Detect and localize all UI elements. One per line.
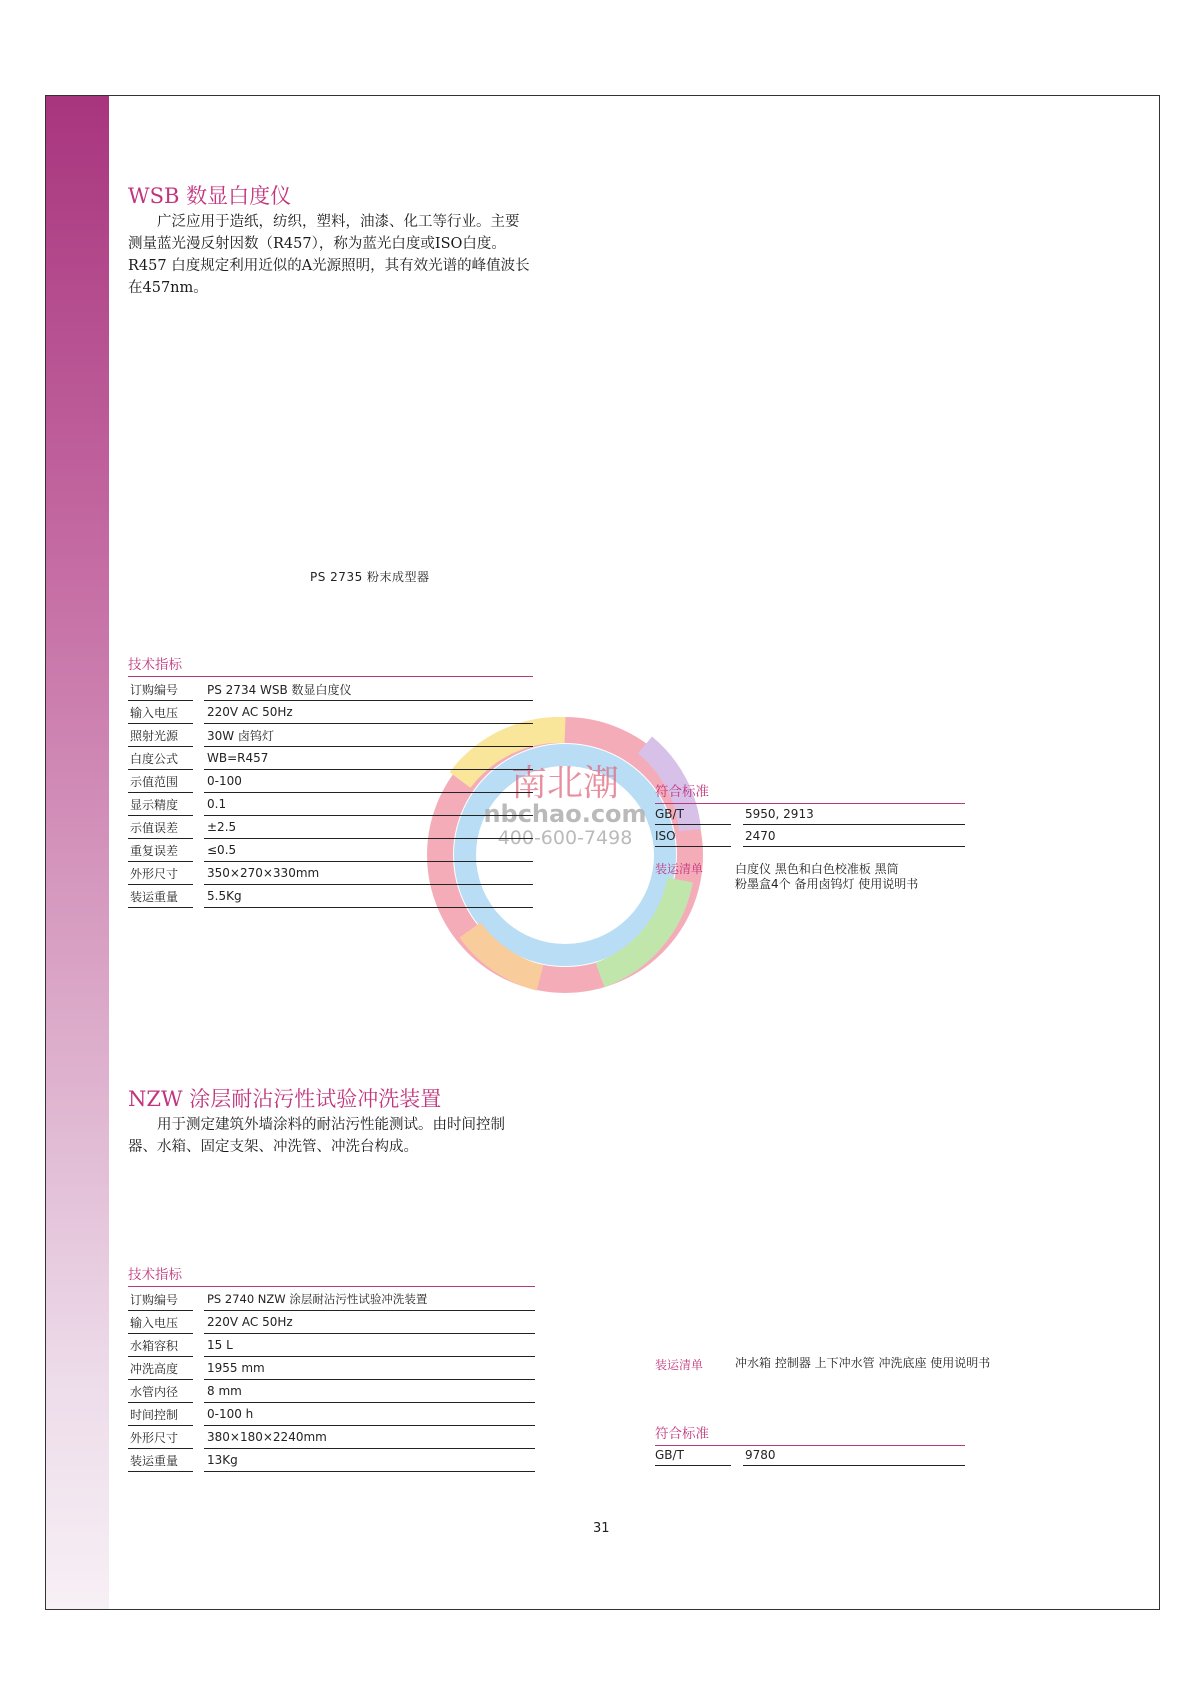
product1-title: WSB 数显白度仪	[128, 184, 292, 208]
spec-row	[128, 701, 533, 724]
spec-value: 350×270×330mm	[204, 862, 533, 885]
spec-row	[128, 1357, 535, 1380]
product2-shipping-list: 冲水箱 控制器 上下冲水管 冲洗底座 使用说明书	[735, 1356, 991, 1370]
spec-value: 220V AC 50Hz	[204, 1311, 535, 1334]
product1-specs-table	[128, 678, 533, 908]
standard-row	[655, 803, 965, 825]
spec-value: 13Kg	[204, 1449, 535, 1472]
spec-key: 装运重量	[128, 885, 193, 908]
spec-row	[128, 747, 533, 770]
spec-row	[128, 1449, 535, 1472]
product2-shipping-label: 装运清单	[655, 1358, 704, 1372]
spec-value: 8 mm	[204, 1380, 535, 1403]
product1-standards-heading: 符合标准	[655, 780, 965, 804]
product2-specs-table	[128, 1288, 535, 1472]
spec-value: 220V AC 50Hz	[204, 701, 533, 724]
spec-key: 装运重量	[128, 1449, 193, 1472]
watermark-site: nbchao.com	[483, 800, 647, 828]
product2-standards-heading: 符合标准	[655, 1422, 965, 1446]
standard-key: ISO	[655, 825, 731, 847]
spec-key: 示值范围	[128, 770, 193, 793]
spec-key: 时间控制	[128, 1403, 193, 1426]
spec-value: ≤0.5	[204, 839, 533, 862]
spec-value: ±2.5	[204, 816, 533, 839]
product1-shipping-label: 装运清单	[655, 862, 704, 876]
spec-key: 水管内径	[128, 1380, 193, 1403]
spec-row	[128, 1334, 535, 1357]
spec-key: 订购编号	[128, 678, 193, 701]
spec-value: WB=R457	[204, 747, 533, 770]
spec-row	[128, 862, 533, 885]
spec-value: 1955 mm	[204, 1357, 535, 1380]
standard-key: GB/T	[655, 1444, 731, 1466]
spec-row	[128, 793, 533, 816]
product2-description: 用于测定建筑外墙涂料的耐沾污性能测试。由时间控制器、水箱、固定支架、冲洗管、冲洗台构成。	[128, 1117, 505, 1155]
standard-key: GB/T	[655, 803, 731, 825]
spec-row	[128, 724, 533, 747]
spec-key: 输入电压	[128, 701, 193, 724]
spec-value: 5.5Kg	[204, 885, 533, 908]
spec-key: 外形尺寸	[128, 1426, 193, 1449]
watermark-brand: 南北潮	[510, 763, 620, 804]
product1-shipping-list: 白度仪 黑色和白色校准板 黑筒 粉墨盒4个 备用卤钨灯 使用说明书	[735, 862, 919, 891]
spec-row	[128, 1288, 535, 1311]
spec-key: 照射光源	[128, 724, 193, 747]
spec-key: 重复误差	[128, 839, 193, 862]
product2-title: NZW 涂层耐沾污性试验冲洗装置	[128, 1087, 442, 1111]
product1-specs-heading: 技术指标	[128, 653, 533, 677]
spec-key: 白度公式	[128, 747, 193, 770]
spec-value: PS 2740 NZW 涂层耐沾污性试验冲洗装置	[204, 1288, 535, 1311]
spec-row	[128, 1380, 535, 1403]
spec-value: 0-100 h	[204, 1403, 535, 1426]
spec-value: 0.1	[204, 793, 533, 816]
product1-image-caption: PS 2735 粉末成型器	[310, 570, 430, 584]
spec-row	[128, 770, 533, 793]
product2-specs-heading: 技术指标	[128, 1263, 535, 1287]
spec-key: 订购编号	[128, 1288, 193, 1311]
spec-row	[128, 816, 533, 839]
spec-row	[128, 885, 533, 908]
spec-row	[128, 678, 533, 701]
spec-key: 显示精度	[128, 793, 193, 816]
spec-row	[128, 1311, 535, 1334]
standard-row	[655, 1444, 965, 1466]
spec-key: 输入电压	[128, 1311, 193, 1334]
spec-value: 15 L	[204, 1334, 535, 1357]
standard-value: 5950, 2913	[743, 803, 965, 825]
spec-key: 外形尺寸	[128, 862, 193, 885]
spec-row	[128, 1403, 535, 1426]
spec-value: 30W 卤钨灯	[204, 724, 533, 747]
spec-key: 冲洗高度	[128, 1357, 193, 1380]
watermark-phone: 400-600-7498	[497, 827, 633, 849]
page-number: 31	[593, 1521, 610, 1536]
standard-value: 2470	[743, 825, 965, 847]
standard-row	[655, 825, 965, 847]
spec-key: 水箱容积	[128, 1334, 193, 1357]
spec-value: PS 2734 WSB 数显白度仪	[204, 678, 533, 701]
spec-row	[128, 1426, 535, 1449]
standard-value: 9780	[743, 1444, 965, 1466]
spec-key: 示值误差	[128, 816, 193, 839]
spec-value: 380×180×2240mm	[204, 1426, 535, 1449]
product1-description: 广泛应用于造纸，纺织，塑料，油漆、化工等行业。主要测量蓝光漫反射因数（R457），称为蓝光白度或ISO白度。R457 白度规定利用近似的A光源照明，其有效光谱的峰值波长在457nm。	[128, 214, 530, 296]
spec-value: 0-100	[204, 770, 533, 793]
spec-row	[128, 839, 533, 862]
